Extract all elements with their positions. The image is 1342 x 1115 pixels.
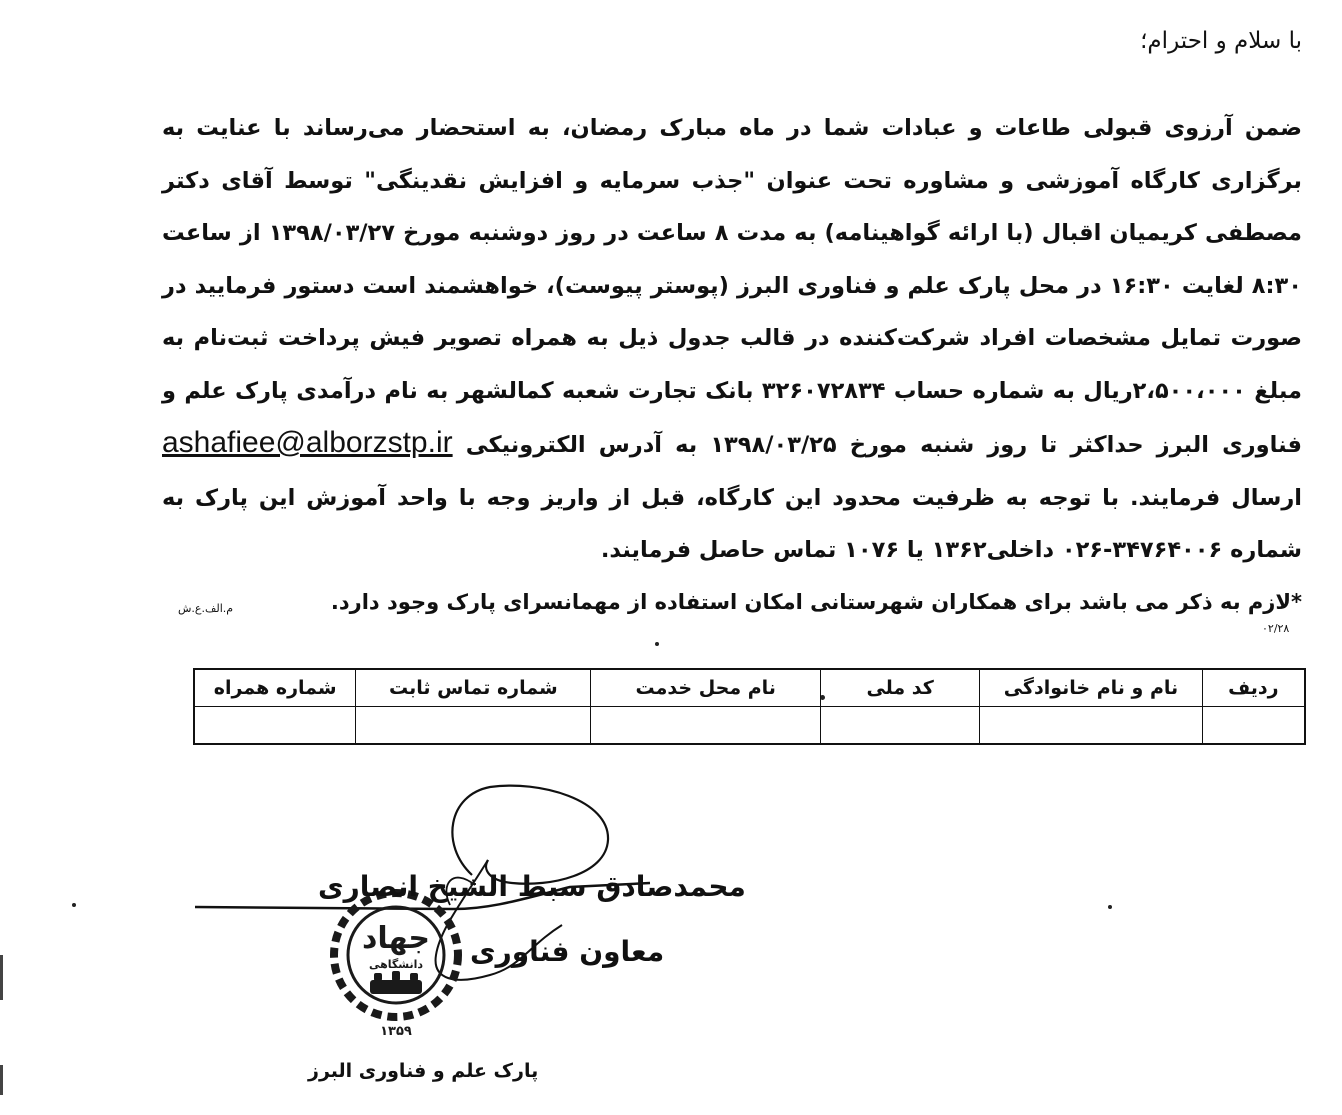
reference-date: ۰۲/۲۸ <box>1262 622 1290 635</box>
jahad-stamp <box>326 880 466 1040</box>
greeting: با سلام و احترام؛ <box>1140 28 1302 54</box>
table-row <box>194 707 1305 745</box>
col-full-name: نام و نام خانوادگی <box>980 669 1203 707</box>
table-cell[interactable] <box>821 707 980 745</box>
stamp-year: ۱۳۵۹ <box>380 1024 412 1039</box>
col-landline: شماره تماس ثابت <box>356 669 591 707</box>
signatory-title: معاون فناوری <box>470 935 665 968</box>
table-cell[interactable] <box>980 707 1203 745</box>
table-cell[interactable] <box>194 707 356 745</box>
col-row-number: ردیف <box>1202 669 1305 707</box>
scan-edge-mark <box>0 955 3 1000</box>
stamp-emblem <box>370 971 422 994</box>
table-cell[interactable] <box>356 707 591 745</box>
table-header-row <box>194 669 1305 707</box>
organization-name: پارک علم و فناوری البرز <box>308 1060 539 1082</box>
body-text-part-1: ضمن آرزوی قبولی طاعات و عبادات شما در ماه مبارک رمضان، به استحضار می‌رساند با عنایت به برگزاری کارگاه آموزشی و مشاوره تحت عنوان "جذب سرمایه و افزایش نقدینگی" توسط آقای دکتر مصطفی کریمیان اقبال (با ارائه گواهینامه) به مدت ۸ ساعت در روز دوشنبه مورخ ۱۳۹۸/۰۳/۲۷ از ساعت ۸:۳۰ لغایت ۱۶:۳۰ در محل پارک علم و فناوری البرز (پوستر پیوست)، خواهشمند است دستور فرمایید در صورت تمایل مشخصات افراد شرکت‌کننده در قالب جدول ذیل به همراه تصویر فیش پرداخت ثبت‌نام به مبلغ ۲،۵۰۰،۰۰۰ریال به شماره حساب ۳۲۶۰۷۲۸۳۴ بانک تجارت شعبه کمالشهر به نام درآمدی پارک علم و فناوری البرز حداکثر تا روز شنبه مورخ ۱۳۹۸/۰۳/۲۵ به آدرس الکترونیکی <box>162 115 1302 458</box>
registration-table <box>193 668 1306 745</box>
stamp-text-top: جهاد <box>361 921 431 956</box>
scan-speck <box>1108 905 1112 909</box>
col-mobile: شماره همراه <box>194 669 356 707</box>
scan-speck <box>655 642 659 646</box>
stamp-text-mid: دانشگاهی <box>368 958 424 971</box>
scan-speck <box>72 903 76 907</box>
scan-edge-mark <box>0 1065 3 1095</box>
table-cell[interactable] <box>591 707 821 745</box>
guesthouse-note: *لازم به ذکر می باشد برای همکاران شهرستانی امکان استفاده از مهمانسرای پارک وجود دارد. <box>330 590 1302 614</box>
body-text-part-2: ارسال فرمایند. با توجه به ظرفیت محدود این کارگاه، قبل از واریز وجه با واحد آموزش این پارک به شماره ۳۴۷۶۴۰۰۶-۰۲۶ داخلی۱۳۶۲ یا ۱۰۷۶ تماس حاصل فرمایند. <box>162 484 1302 563</box>
email-address[interactable]: ashafiee@alborzstp.ir <box>162 426 453 459</box>
reference-initials: م.الف.ع.ش <box>178 602 234 615</box>
col-workplace: نام محل خدمت <box>591 669 821 707</box>
col-national-id: کد ملی <box>821 669 980 707</box>
signatory-name: محمدصادق سبط الشیخ انصاری <box>318 870 746 903</box>
table-cell[interactable] <box>1202 707 1305 745</box>
letter-body <box>162 102 1302 577</box>
